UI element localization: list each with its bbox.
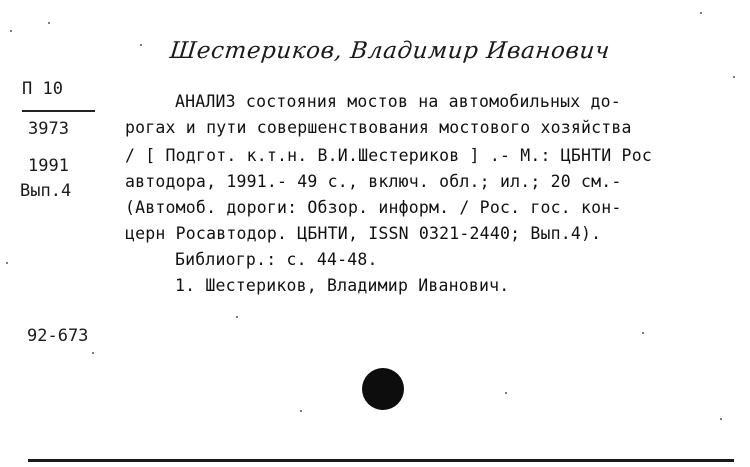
card-bottom-rule (28, 459, 734, 462)
bibliography-line: Библиогр.: с. 44-48. (175, 250, 378, 269)
description-line-3: / [ Подгот. к.т.н. В.И.Шестериков ] .- М.: ЦБНТИ Рос (125, 146, 652, 165)
speck (10, 30, 12, 32)
description-line-2: рогах и пути совершенствования мостового хозяйства (125, 118, 632, 137)
description-line-5: (Автомоб. дороги: Обзор. информ. / Рос. гос. кон- (125, 198, 622, 217)
punch-hole (362, 368, 404, 410)
speck (733, 76, 735, 78)
speck (6, 262, 8, 264)
speck (48, 22, 50, 24)
speck (505, 392, 507, 394)
inventory-number: 92-673 (27, 326, 89, 346)
speck (140, 44, 142, 46)
shelf-year: 1991 (28, 156, 69, 176)
speck (642, 332, 644, 334)
shelf-underline (22, 110, 95, 112)
shelf-issue: Вып.4 (20, 181, 72, 201)
shelf-section: П 10 (22, 79, 63, 99)
description-line-1: АНАЛИЗ состояния мостов на автомобильных до- (175, 92, 621, 111)
speck (300, 410, 302, 412)
description-line-4: автодора, 1991.- 49 с., включ. обл.; ил.; 20 см.- (125, 172, 622, 191)
subject-heading-line: 1. Шестериков, Владимир Иванович. (175, 276, 510, 295)
speck (700, 12, 702, 14)
shelf-number: 3973 (28, 119, 69, 139)
speck (236, 316, 238, 318)
speck (720, 418, 722, 420)
handwritten-author-heading: Шестериков, Владимир Иванович (168, 38, 612, 64)
description-line-6: церн Росавтодор. ЦБНТИ, ISSN 0321-2440; Вып.4). (125, 224, 602, 243)
speck (92, 352, 94, 354)
